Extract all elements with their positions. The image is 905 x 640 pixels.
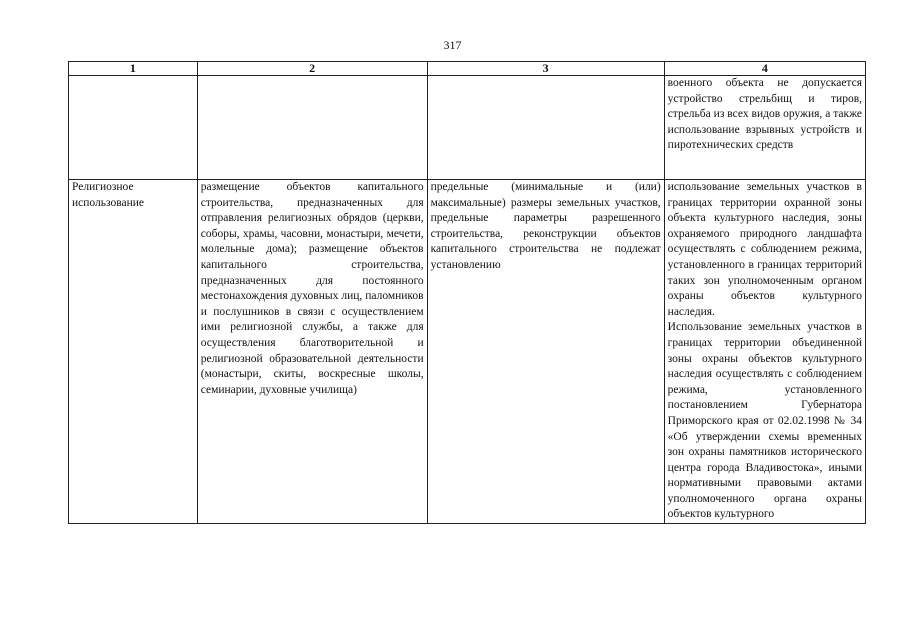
cell-restrictions: [664, 76, 865, 180]
restrictions-paragraph: использование земельных участков в границах территории охранной зоны объекта культурного наследия, зоны охраняемого природного ландшафта осуществлять с соблюдением режима, установленного в границах территорий таких зон уполномоченным органом охраны объектов культурного наследия.: [667, 181, 862, 318]
cell-permitted-use-description: [197, 76, 427, 180]
cell-land-use-type: Религиозное использование: [69, 180, 198, 524]
cell-restrictions: [664, 180, 865, 524]
cell-land-use-type: [69, 76, 198, 180]
column-header-1: 1: [69, 62, 198, 76]
cell-limit-parameters: предельные (минимальные и (или) максимальные) размеры земельных участков, предельные параметры разрешенного строительства, реконструкции объектов капитального строительства не подлежат установлению: [427, 180, 664, 524]
restrictions-paragraph: военного объекта не допускается устройство стрельбищ и тиров, стрельба из всех видов оружия, а также использование взрывных устройств и пиротехнических средств: [667, 77, 862, 152]
table-header-row: [69, 62, 866, 76]
table-row: [69, 76, 866, 180]
page-number: 317: [443, 38, 462, 52]
column-header-4: 4: [664, 62, 865, 76]
column-header-2: 2: [197, 62, 427, 76]
column-header-3: 3: [427, 62, 664, 76]
cell-permitted-use-description: размещение объектов капитального строительства, предназначенных для отправления религиозных обрядов (церкви, соборы, храмы, часовни, монастыри, мечети, молельные дома); размещение объектов капитального строительства, предназначенных для постоянного местонахождения духовных лиц, паломников и послушников в связи с осуществлением ими религиозной службы, а также для осуществления благотворительной и религиозной образовательной деятельности (монастыри, скиты, воскресные школы, семинарии, духовные училища): [197, 180, 427, 524]
cell-limit-parameters: [427, 76, 664, 180]
table-row: [69, 180, 866, 524]
restrictions-paragraph: Использование земельных участков в границах территории объединенной зоны охраны объектов культурного наследия осуществлять с соблюдением режима, установленного постановлением Губернатора Приморского края от 02.02.1998 № 34 «Об утверждении схемы временных зон охраны памятников исторического центра города Владивостока», иными нормативными правовыми актами уполномоченного органа охраны объектов культурного: [667, 321, 862, 521]
zoning-table: [68, 61, 866, 524]
